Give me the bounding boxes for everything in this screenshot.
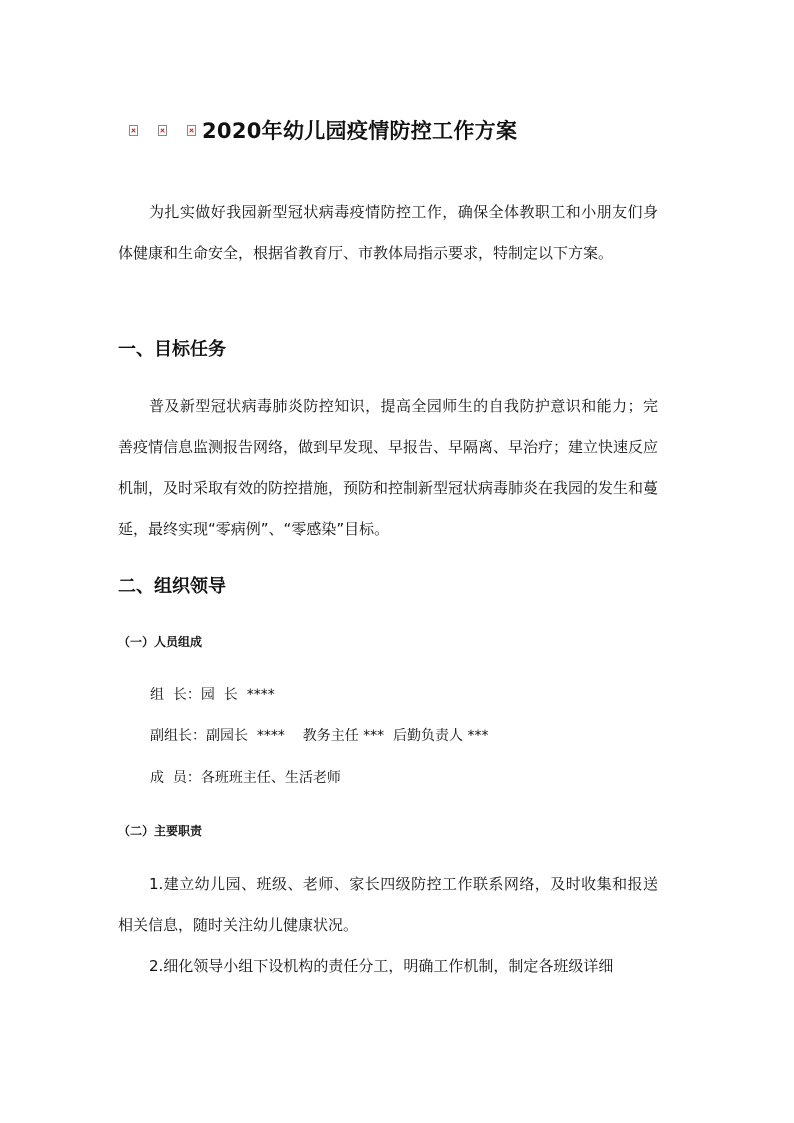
member-line-leader: 组 长：园 长 **** <box>150 687 275 703</box>
document-title: 2020年幼儿园疫情防控工作方案 <box>202 119 518 143</box>
subsection-heading-duties: （二）主要职责 <box>118 824 203 838</box>
member-line-deputy: 副组长：副园长 **** 教务主任 *** 后勤负责人 *** <box>150 728 489 744</box>
broken-image-icon <box>129 125 138 136</box>
section-heading-organization: 二、组织领导 <box>118 576 226 597</box>
subsection-heading-members: （一）人员组成 <box>118 635 203 649</box>
title-row <box>129 114 517 148</box>
member-line-members: 成 员：各班班主任、生活老师 <box>150 770 341 786</box>
duty-item-1: 1.建立幼儿园、班级、老师、家长四级防控工作联系网络，及时收集和报送相关信息，随时关注幼儿健康状况。 <box>118 875 658 934</box>
section-heading-goals: 一、目标任务 <box>118 339 226 360</box>
broken-image-icon <box>158 125 167 136</box>
goals-paragraph: 普及新型冠状病毒肺炎防控知识，提高全园师生的自我防护意识和能力；完善疫情信息监测报告网络，做到早发现、早报告、早隔离、早治疗；建立快速反应机制，及时采取有效的防控措施，预防和控制新型冠状病毒肺炎在我园的发生和蔓延，最终实现“零病例”、“零感染”目标。 <box>118 397 659 538</box>
broken-image-icon <box>187 125 196 136</box>
intro-paragraph: 为扎实做好我园新型冠状病毒疫情防控工作，确保全体教职工和小朋友们身体健康和生命安全，根据省教育厅、市教体局指示要求，特制定以下方案。 <box>118 203 658 262</box>
duty-item-2: 2.细化领导小组下设机构的责任分工，明确工作机制，制定各班级详细 <box>149 957 614 975</box>
